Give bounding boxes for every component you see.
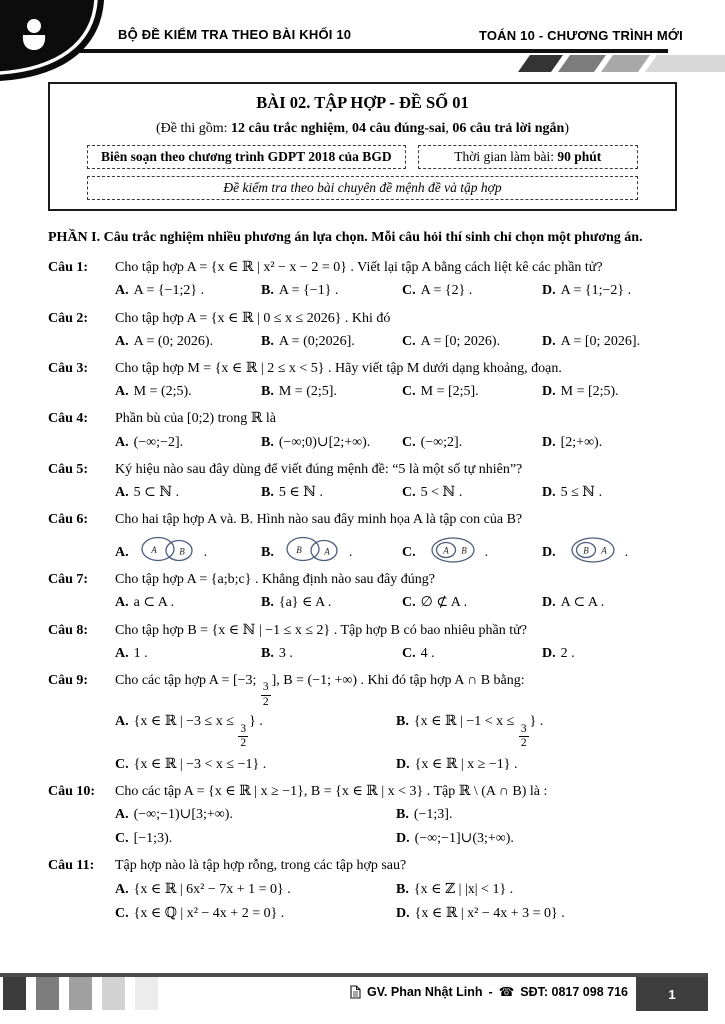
option: B. A = {−1} . bbox=[261, 283, 339, 299]
exam-topic-note: Đề kiểm tra theo bài chuyên đề mệnh đề và tập hợp bbox=[87, 176, 638, 200]
question-label: Câu 6: bbox=[48, 512, 89, 528]
question-text: Cho hai tập hợp A và. B. Hình nào sau đây minh họa A là tập con của B? bbox=[115, 512, 523, 528]
page-number: 1 bbox=[636, 977, 708, 1011]
question-10 bbox=[48, 783, 678, 801]
question-5 bbox=[48, 461, 678, 479]
options-row bbox=[115, 282, 678, 300]
question-11 bbox=[48, 857, 678, 875]
footer-contact bbox=[350, 984, 628, 999]
exam-subtitle: (Đề thi gồm: 12 câu trắc nghiệm, 04 câu đúng-sai, 06 câu trả lời ngắn) bbox=[156, 121, 569, 136]
venn-diagram-nested-icon bbox=[425, 534, 481, 566]
brand-logo-icon bbox=[0, 0, 110, 86]
option: A. a ⊂ A . bbox=[115, 595, 175, 611]
option: A. 1 . bbox=[115, 645, 148, 661]
option: B. A = (0;2026]. bbox=[261, 333, 355, 349]
question-1 bbox=[48, 259, 678, 277]
question-3 bbox=[48, 360, 678, 378]
question-7 bbox=[48, 571, 678, 589]
question-text: Cho tập hợp A = {a;b;c} . Khẳng định nào sau đây đúng? bbox=[115, 572, 435, 588]
exam-title: BÀI 02. TẬP HỢP - ĐỀ SỐ 01 bbox=[256, 93, 469, 112]
question-label: Câu 2: bbox=[48, 310, 89, 326]
option: D. {x ∈ ℝ | x² − 4x + 3 = 0} . bbox=[396, 905, 565, 921]
question-text: Cho các tập hợp A = [−3; $\frac{3}{2}$ ], B = (−1; +∞) . Khi đó tập hợp A ∩ B bằng: bbox=[115, 673, 525, 708]
option: D. A = [0; 2026]. bbox=[542, 333, 641, 349]
svg-text:A: A bbox=[150, 545, 157, 556]
header-stripes-decoration bbox=[0, 55, 725, 72]
option: C. A B . bbox=[402, 534, 542, 562]
option: A. A = (0; 2026). bbox=[115, 333, 214, 349]
option: A. (−∞;−2]. bbox=[115, 434, 184, 450]
author-name: GV. Phan Nhật Linh bbox=[367, 984, 483, 999]
question-9 bbox=[48, 672, 678, 708]
options-row bbox=[115, 484, 678, 502]
option: D. M = [2;5). bbox=[542, 384, 619, 400]
options-row bbox=[115, 594, 678, 612]
option: C. [−1;3). bbox=[115, 831, 173, 847]
option: B. (−∞;0)∪[2;+∞). bbox=[261, 434, 371, 450]
svg-text:B: B bbox=[178, 546, 185, 557]
option: C. M = [2;5]. bbox=[402, 384, 479, 400]
question-label: Câu 5: bbox=[48, 461, 89, 477]
option: A. 5 ⊂ ℕ . bbox=[115, 484, 180, 500]
part1-heading: PHẦN I. Câu trắc nghiệm nhiều phương án lựa chọn. Mỗi câu hỏi thí sinh chỉ chọn một phương án. bbox=[48, 230, 643, 245]
svg-text:B: B bbox=[460, 545, 467, 556]
option: D. 5 ≤ ℕ . bbox=[542, 484, 603, 500]
question-text: Tập hợp nào là tập hợp rỗng, trong các tập hợp sau? bbox=[115, 858, 407, 874]
footer-stripes-decoration bbox=[3, 977, 158, 1010]
svg-text:A: A bbox=[600, 545, 607, 556]
options-row bbox=[115, 383, 678, 401]
option: D. B A . bbox=[542, 534, 678, 562]
question-area bbox=[48, 229, 678, 932]
option: A. A = {−1;2} . bbox=[115, 283, 205, 299]
question-2 bbox=[48, 310, 678, 328]
option: A. {x ∈ ℝ | 6x² − 7x + 1 = 0} . bbox=[115, 881, 291, 897]
svg-text:A: A bbox=[324, 546, 330, 557]
question-text: Cho tập hợp A = {x ∈ ℝ | x² − x − 2 = 0} . Viết lại tập A bằng cách liệt kê các phần tử? bbox=[115, 260, 603, 276]
title-box-row bbox=[87, 145, 638, 169]
venn-diagram-nested-icon bbox=[565, 534, 621, 566]
option: A. A B . bbox=[115, 534, 261, 562]
option: B. B A . bbox=[261, 534, 402, 562]
option: B. M = (2;5]. bbox=[261, 384, 337, 400]
question-text: Cho các tập A = {x ∈ ℝ | x ≥ −1}, B = {x ∈ ℝ | x < 3} . Tập ℝ \ (A ∩ B) là : bbox=[115, 783, 548, 799]
header-right-title: TOÁN 10 - CHƯƠNG TRÌNH MỚI bbox=[478, 28, 683, 43]
svg-text:A: A bbox=[442, 545, 449, 556]
footer-separator: - bbox=[488, 984, 493, 999]
venn-outer-ellipse bbox=[572, 538, 614, 562]
option-suffix: . bbox=[203, 545, 208, 561]
question-label: Câu 3: bbox=[48, 360, 89, 376]
question-text: Ký hiệu nào sau đây dùng để viết đúng mệnh đề: “5 là một số tự nhiên”? bbox=[115, 461, 523, 477]
option: B. 5 ∈ ℕ . bbox=[261, 484, 324, 500]
page-footer bbox=[0, 973, 725, 1019]
option: B. 3 . bbox=[261, 645, 293, 661]
phone-icon: ☎ bbox=[498, 985, 515, 999]
header-left-title: BỘ ĐỀ KIỂM TRA THEO BÀI KHỐI 10 bbox=[118, 27, 352, 42]
option: D. [2;+∞). bbox=[542, 434, 603, 450]
question-text: Phần bù của [0;2) trong ℝ là bbox=[115, 411, 276, 427]
option: D. (−∞;−1]∪(3;+∞). bbox=[396, 831, 514, 847]
svg-text:B: B bbox=[296, 545, 302, 556]
option-suffix: . bbox=[624, 545, 629, 561]
options-row bbox=[115, 434, 678, 452]
option: D. 2 . bbox=[542, 645, 575, 661]
options-row bbox=[115, 881, 678, 923]
question-text: Cho tập hợp M = {x ∈ ℝ | 2 ≤ x < 5} . Hãy viết tập M dưới dạng khoảng, đoạn. bbox=[115, 360, 562, 376]
document-icon bbox=[350, 985, 361, 999]
venn-outer-ellipse bbox=[432, 538, 474, 562]
question-text: Cho tập hợp B = {x ∈ ℕ | −1 ≤ x ≤ 2} . Tập hợp B có bao nhiêu phần tử? bbox=[115, 622, 527, 638]
option: D. {x ∈ ℝ | x ≥ −1} . bbox=[396, 756, 518, 772]
venn-diagram-overlap-icon bbox=[138, 534, 200, 566]
question-label: Câu 4: bbox=[48, 411, 89, 427]
question-label: Câu 7: bbox=[48, 572, 89, 588]
question-label: Câu 10: bbox=[48, 783, 96, 799]
exam-title-box bbox=[48, 82, 677, 211]
option: C. 4 . bbox=[402, 645, 435, 661]
question-6 bbox=[48, 511, 678, 529]
option: B. (−1;3]. bbox=[396, 806, 453, 822]
options-row bbox=[115, 645, 678, 663]
question-8 bbox=[48, 622, 678, 640]
option-suffix: . bbox=[484, 545, 489, 561]
question-label: Câu 1: bbox=[48, 260, 89, 276]
compilation-note-box: Biên soạn theo chương trình GDPT 2018 của BGD bbox=[87, 145, 406, 169]
question-label: Câu 9: bbox=[48, 673, 89, 688]
option-suffix: . bbox=[348, 545, 353, 561]
time-limit-box: Thời gian làm bài: 90 phút bbox=[418, 145, 638, 169]
question-4 bbox=[48, 410, 678, 428]
option: B. {x ∈ ℝ | −1 < x ≤ $\frac{3}{2}$ } . bbox=[396, 714, 544, 750]
phone-number: SĐT: 0817 098 716 bbox=[520, 984, 628, 999]
option: C. (−∞;2]. bbox=[402, 434, 463, 450]
svg-text:B: B bbox=[582, 545, 589, 556]
options-row bbox=[115, 333, 678, 351]
option: D. A ⊂ A . bbox=[542, 595, 605, 611]
options-row bbox=[115, 806, 678, 848]
option: C. ∅ ⊄ A . bbox=[402, 595, 468, 611]
option: C. 5 < ℕ . bbox=[402, 484, 463, 500]
question-label: Câu 8: bbox=[48, 622, 89, 638]
option: A. (−∞;−1)∪[3;+∞). bbox=[115, 806, 233, 822]
question-label: Câu 11: bbox=[48, 858, 95, 874]
option: B. {a} ∈ A . bbox=[261, 595, 332, 611]
options-row bbox=[115, 534, 678, 562]
option: A. {x ∈ ℝ | −3 ≤ x ≤ $\frac{3}{2}$ } . bbox=[115, 714, 263, 750]
question-text: Cho tập hợp A = {x ∈ ℝ | 0 ≤ x ≤ 2026} . Khi đó bbox=[115, 310, 391, 326]
option: D. A = {1;−2} . bbox=[542, 283, 632, 299]
option: C. A = {2} . bbox=[402, 283, 473, 299]
option: A. M = (2;5). bbox=[115, 384, 192, 400]
option: C. {x ∈ ℚ | x² − 4x + 2 = 0} . bbox=[115, 905, 285, 921]
venn-diagram-overlap-icon bbox=[283, 534, 345, 566]
options-row bbox=[115, 713, 678, 773]
option: B. {x ∈ ℤ | |x| < 1} . bbox=[396, 881, 514, 897]
option: C. A = [0; 2026). bbox=[402, 333, 501, 349]
option: C. {x ∈ ℝ | −3 < x ≤ −1} . bbox=[115, 756, 267, 772]
